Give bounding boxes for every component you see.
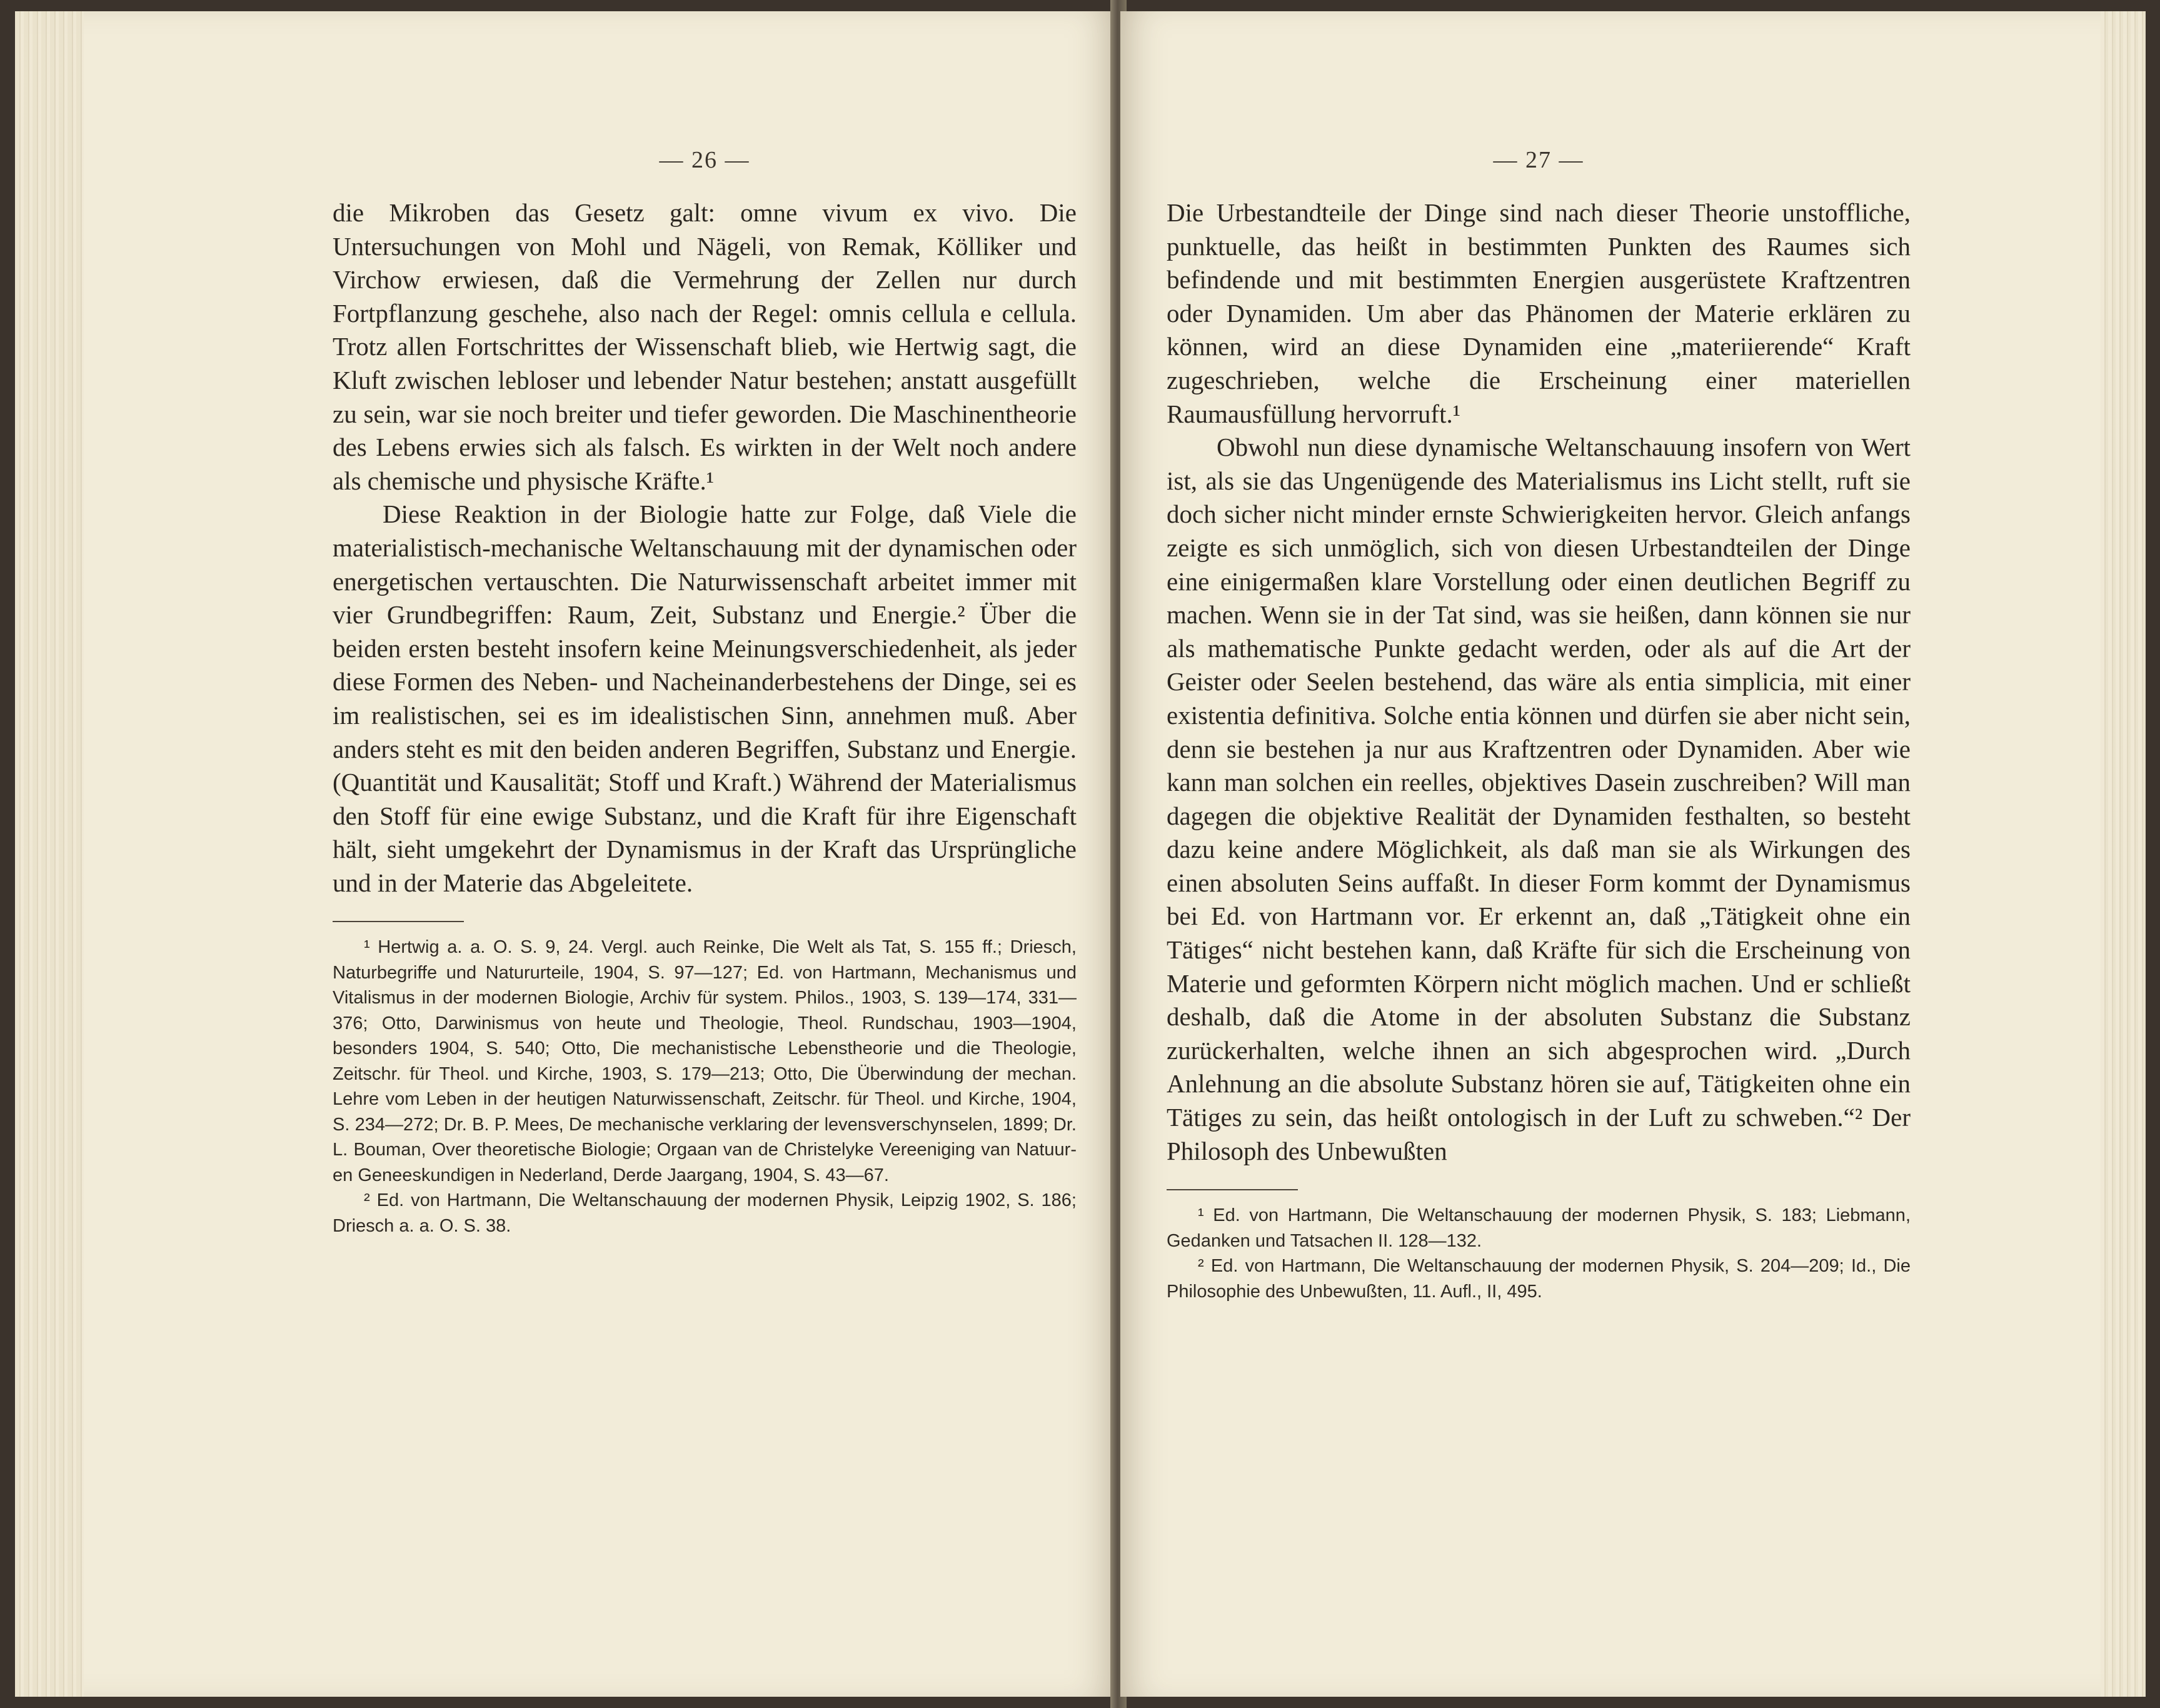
left-body-text — [333, 196, 1077, 900]
right-footnotes — [1167, 1203, 1911, 1304]
left-footnote-rule — [333, 921, 464, 922]
right-page-number: — 27 — — [1493, 147, 1584, 173]
left-paragraph-2: Diese Reaktion in der Biologie hatte zur Folge, daß Viele die materialistisch-mechanische Weltanschauung mit der dynamischen oder energetischen vertauschten. Die Naturwissenschaft arbeitet immer mit vier Grundbegriffen: Raum, Zeit, Substanz und Energie.² Über die beiden ersten besteht insofern keine Meinungsverschiedenheit, als jeder diese Formen des Neben- und Nacheinanderbestehens der Dinge, sei es im realistischen, sei es im idealistischen Sinn, annehmen muß. Aber anders steht es mit den beiden anderen Begriffen, Substanz und Energie. (Quantität und Kausalität; Stoff und Kraft.) Während der Materialismus den Stoff für eine ewige Substanz, und die Kraft für ihre Eigenschaft hält, sieht umgekehrt der Dynamismus in der Kraft das Ursprüngliche und in der Materie das Abgeleitete. — [333, 500, 1077, 897]
right-text-block — [1167, 143, 1911, 1304]
left-text-block — [333, 143, 1077, 1238]
left-page — [15, 11, 1115, 1697]
left-footnote-2: ² Ed. von Hartmann, Die Weltanschauung der modernen Physik, Leipzig 1902, S. 186; Driesch a. a. O. S. 38. — [333, 1190, 1077, 1236]
right-paragraph-1: Die Urbestandteile der Dinge sind nach dieser Theorie unstoffliche, punktuelle, das heißt in bestimmten Punkten des Raumes sich befindende und mit bestimmten Energien ausgerüstete Kraftzentren oder Dynamiden. Um aber das Phänomen der Materie erklären zu können, wird an diese Dynamiden eine „materiierende“ Kraft zugeschrieben, welche die Erscheinung einer materiellen Raumausfüllung hervorruft.¹ — [1167, 198, 1911, 428]
left-page-edges — [15, 11, 84, 1697]
left-page-number: — 26 — — [659, 147, 750, 173]
right-footnote-rule — [1167, 1189, 1298, 1190]
right-paragraph-2: Obwohl nun diese dynamische Weltanschauung insofern von Wert ist, als sie das Ungenügende des Materialismus ins Licht stellt, ruft sie doch sicher nicht minder ernste Schwierigkeiten hervor. Gleich anfangs zeigte es sich unmöglich, sich von diesen Urbestandteilen der Dinge eine einigermaßen klare Vorstellung oder einen deutlichen Begriff zu machen. Wenn sie in der Tat sind, was sie heißen, dann können sie nur als mathematische Punkte gedacht werden, oder als auf die Art der Geister oder Seelen bestehend, das wäre als entia simplicia, mit einer existentia definitiva. Solche entia können und dürfen sie aber nicht sein, denn sie bestehen ja nur aus Kraftzentren oder Dynamiden. Aber wie kann man solchen ein reelles, objektives Dasein zuschreiben? Will man dagegen die objektive Realität der Dynamiden festhalten, so besteht dazu keine andere Möglichkeit, als daß man sie als Wirkungen des einen absoluten Seins auffaßt. In dieser Form kommt der Dynamismus bei Ed. von Hartmann vor. Er erkennt an, daß „Tätigkeit ohne ein Tätiges“ nicht bestehen kann, daß Kräfte für sich die Erscheinung von Materie und geformten Körpern nicht möglich machen. Und er schließt deshalb, daß die Atome in der absoluten Substanz die Substanz zurückerhalten, welche ihnen an sich abgesprochen wird. „Durch Anlehnung an die absolute Substanz hören sie auf, Tätigkeiten ohne ein Tätiges zu sein, das heißt ontologisch in der Luft zu schweben.“² Der Philosoph des Unbewußten — [1167, 433, 1911, 1165]
right-page-edges — [2101, 11, 2146, 1697]
right-footnote-2: ² Ed. von Hartmann, Die Weltanschauung der modernen Physik, S. 204—209; Id., Die Philosophie des Unbewußten, 11. Aufl., II, 495. — [1167, 1256, 1911, 1302]
right-body-text — [1167, 196, 1911, 1168]
right-page — [1120, 11, 2146, 1697]
right-footnote-1: ¹ Ed. von Hartmann, Die Weltanschauung der modernen Physik, S. 183; Liebmann, Gedanken und Tatsachen II. 128—132. — [1167, 1205, 1911, 1251]
left-footnote-1: ¹ Hertwig a. a. O. S. 9, 24. Vergl. auch Reinke, Die Welt als Tat, S. 155 ff.; Driesch, Naturbegriffe und Natururteile, 1904, S. 97—127; Ed. von Hartmann, Mechanismus und Vitalismus in der modernen Biologie, Archiv für system. Philos., 1903, S. 139—174, 331—376; Otto, Darwinismus von heute und Theologie, Theol. Rundschau, 1903—1904, besonders 1904, S. 540; Otto, Die mechanistische Lebenstheorie und die Theologie, Zeitschr. für Theol. und Kirche, 1903, S. 179—213; Otto, Die Überwindung der mechan. Lehre vom Leben in der heutigen Naturwissenschaft, Zeitschr. für Theol. und Kirche, 1904, S. 234—272; Dr. B. P. Mees, De mechanische verklaring der levensverschynselen, 1899; Dr. L. Bouman, Over theoretische Biologie; Orgaan van de Christelyke Vereeniging van Natuur- en Geneeskundigen in Nederland, Derde Jaargang, 1904, S. 43—67. — [333, 937, 1077, 1185]
left-footnotes — [333, 935, 1077, 1238]
left-paragraph-1: die Mikroben das Gesetz galt: omne vivum ex vivo. Die Untersuchungen von Mohl und Nägeli, von Remak, Kölliker und Virchow erwiesen, daß die Vermehrung der Zellen nur durch Fortpflanzung geschehe, also nach der Regel: omnis cellula e cellula. Trotz allen Fortschrittes der Wissenschaft blieb, wie Hertwig sagt, die Kluft zwischen lebloser und lebender Natur bestehen; anstatt ausgefüllt zu sein, war sie noch breiter und tiefer geworden. Die Maschinentheorie des Lebens erwies sich als falsch. Es wirkten in der Welt noch andere als chemische und physische Kräfte.¹ — [333, 198, 1077, 495]
